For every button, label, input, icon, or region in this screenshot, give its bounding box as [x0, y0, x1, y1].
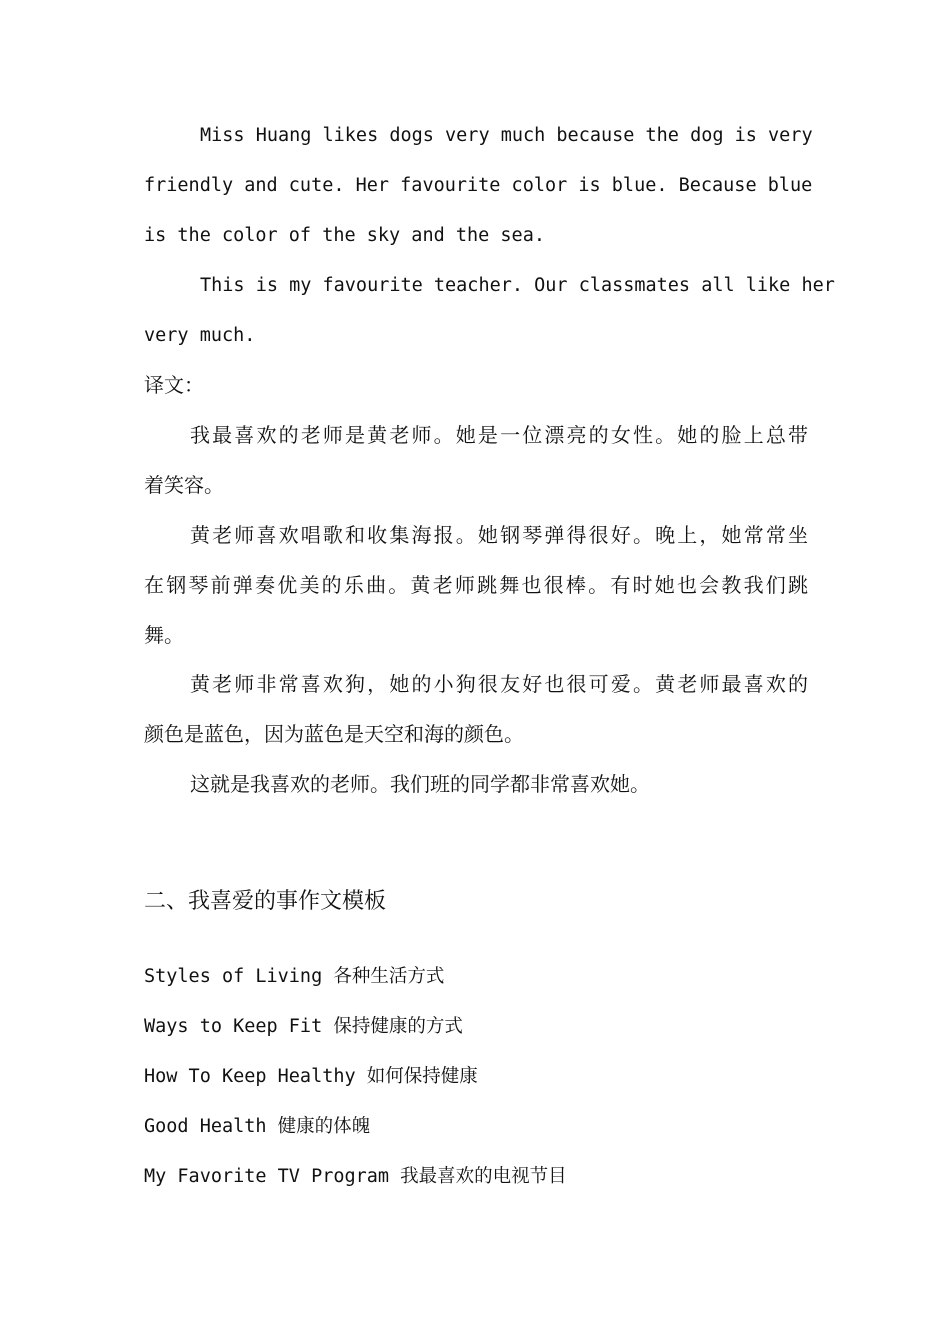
translation-p2-line-3: 舞。 [144, 623, 184, 647]
translation-p3-line-1: 黄老师非常喜欢狗，她的小狗很友好也很可爱。黄老师最喜欢的 [190, 672, 808, 696]
topic-item: Styles of Living 各种生活方式 [144, 966, 445, 987]
translation-p4-line-1: 这就是我喜欢的老师。我们班的同学都非常喜欢她。 [190, 772, 650, 796]
translation-label: 译文： [144, 373, 204, 397]
translation-p1-line-1: 我最喜欢的老师是黄老师。她是一位漂亮的女性。她的脸上总带 [190, 423, 808, 447]
translation-p3-line-2: 颜色是蓝色，因为蓝色是天空和海的颜色。 [144, 722, 524, 746]
translation-p2-line-2: 在钢琴前弹奏优美的乐曲。黄老师跳舞也很棒。有时她也会教我们跳 [144, 573, 808, 597]
topic-item: Good Health 健康的体魄 [144, 1116, 371, 1137]
topic-item: Ways to Keep Fit 保持健康的方式 [144, 1016, 463, 1037]
translation-p2-line-1: 黄老师喜欢唱歌和收集海报。她钢琴弹得很好。晚上，她常常坐 [190, 523, 808, 547]
english-p2-line-1: This is my favourite teacher. Our classmates all like her [200, 275, 835, 296]
english-p1-line-1: Miss Huang likes dogs very much because the dog is very [200, 125, 813, 146]
section-heading: 二、我喜爱的事作文模板 [144, 889, 387, 914]
topic-item: My Favorite TV Program 我最喜欢的电视节目 [144, 1166, 567, 1187]
translation-p1-line-2: 着笑容。 [144, 473, 224, 497]
topic-item: How To Keep Healthy 如何保持健康 [144, 1066, 478, 1087]
english-p1-line-2: friendly and cute. Her favourite color is blue. Because blue [144, 175, 813, 196]
english-p1-line-3: is the color of the sky and the sea. [144, 225, 545, 246]
english-p2-line-2: very much. [144, 325, 256, 346]
